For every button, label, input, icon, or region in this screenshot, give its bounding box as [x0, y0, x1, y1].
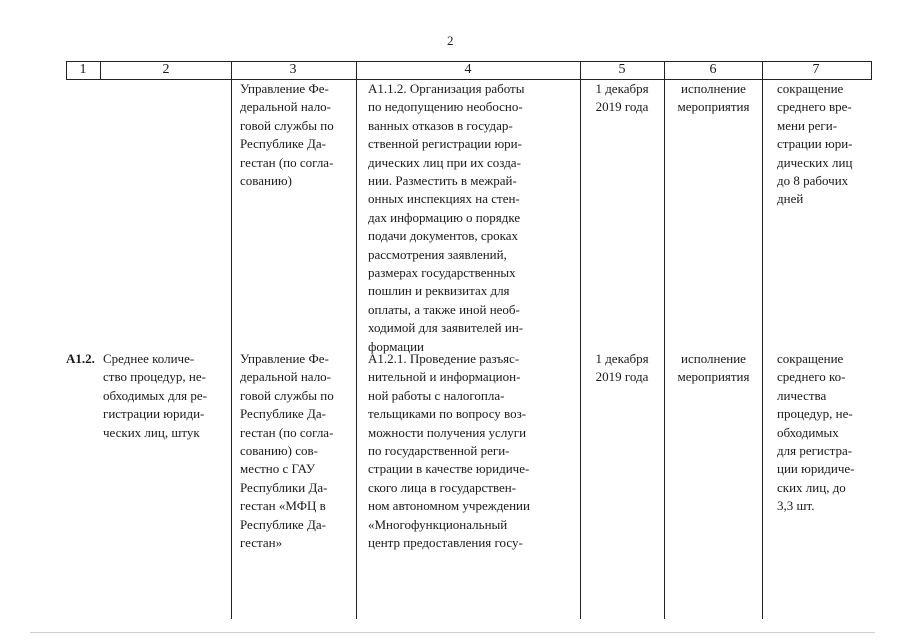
header-col-6: 6 — [709, 62, 717, 77]
text-line: Среднее количе- — [103, 351, 195, 366]
text-line: Республики Да- — [240, 479, 328, 495]
text-line: онных инспекциях на стен- — [368, 191, 520, 207]
text-line: для регистра- — [777, 443, 853, 459]
text-line: ходимой для заявителей ин- — [368, 320, 524, 336]
text-line: среднего вре- — [777, 99, 852, 115]
text-line: гестан» — [240, 535, 283, 551]
text-line: ном автономном учреждении — [368, 498, 530, 514]
text-line: обходимых — [777, 424, 839, 440]
text-line: исполнение — [681, 81, 746, 96]
text-line: Управление Фе- — [240, 81, 329, 96]
text-line: говой службы по — [240, 387, 334, 403]
text-line: гистрации юриди- — [103, 406, 205, 422]
text-line: дических лиц при их созда- — [368, 154, 521, 170]
text-line: Республике Да- — [240, 516, 326, 532]
text-line: ственной регистрации юри- — [368, 136, 522, 152]
text-line: А1.1.2. Организация работы — [368, 81, 525, 96]
measure-text — [368, 350, 568, 552]
header-col-5: 5 — [618, 62, 626, 77]
text-line: А1.2.1. Проведение разъяс- — [368, 351, 520, 366]
executor-cell — [240, 80, 355, 190]
text-line: нии. Разместить в межрай- — [368, 173, 517, 189]
text-line: по государственной реги- — [368, 443, 510, 459]
text-line: 3,3 шт. — [777, 498, 815, 514]
deadline-cell — [583, 80, 661, 117]
text-line: 2019 года — [595, 369, 649, 385]
text-line: формации — [368, 338, 425, 354]
text-line: пошлин и реквизитах для — [368, 283, 510, 299]
text-line: сованию) сов- — [240, 443, 318, 459]
text-line: 2019 года — [595, 99, 649, 115]
header-col-4: 4 — [464, 62, 472, 77]
header-col-2: 2 — [162, 62, 170, 77]
text-line: мени реги- — [777, 117, 838, 133]
indicator-cell — [103, 350, 229, 442]
text-line: обходимых для ре- — [103, 387, 207, 403]
row-number: А1.2. — [66, 351, 95, 366]
text-line: Республике Да- — [240, 136, 326, 152]
text-line: ванных отказов в государ- — [368, 117, 513, 133]
text-line: исполнение — [681, 351, 746, 366]
page-number: 2 — [447, 33, 454, 48]
text-line: мероприятия — [677, 99, 750, 115]
text-line: ческих лиц, штук — [103, 424, 200, 440]
measure-cell — [368, 80, 568, 356]
text-line: Республике Да- — [240, 406, 326, 422]
text-line: подачи документов, сроках — [368, 228, 519, 244]
text-line: до 8 рабочих — [777, 173, 849, 189]
header-col-3: 3 — [289, 62, 297, 77]
result-cell — [666, 80, 761, 117]
text-line: тельщиками по вопросу воз- — [368, 406, 527, 422]
result-cell — [666, 350, 761, 387]
text-line: по недопущению необосно- — [368, 99, 523, 115]
text-line: можности получения услуги — [368, 424, 527, 440]
text-line: 1 декабря — [595, 351, 649, 366]
text-line: говой службы по — [240, 117, 334, 133]
text-line: страции в качестве юридиче- — [368, 461, 530, 477]
indicator-text — [103, 350, 229, 442]
text-line: сованию) — [240, 173, 292, 189]
text-line: центр предоставления госу- — [368, 535, 523, 551]
text-line: Управление Фе- — [240, 351, 329, 366]
text-line: сокращение — [777, 81, 844, 96]
text-line: размерах государственных — [368, 265, 516, 281]
text-line: деральной нало- — [240, 99, 332, 115]
deadline-text — [583, 80, 661, 117]
executor-cell — [240, 350, 355, 552]
text-line: ских лиц, до — [777, 479, 846, 495]
text-line: рассмотрения заявлений, — [368, 246, 507, 262]
text-line: страции юри- — [777, 136, 853, 152]
text-line: гестан «МФЦ в — [240, 498, 326, 514]
target-cell — [777, 80, 872, 209]
deadline-cell — [583, 350, 661, 387]
text-line: мероприятия — [677, 369, 750, 385]
text-line: 1 декабря — [595, 81, 649, 96]
target-text — [777, 80, 872, 209]
executor-text — [240, 350, 355, 552]
header-col-7: 7 — [812, 62, 820, 77]
header-col-1: 1 — [79, 62, 87, 77]
text-line: ского лица в государствен- — [368, 479, 517, 495]
text-line: сокращение — [777, 351, 844, 366]
result-text — [666, 80, 761, 117]
text-line: гестан (по согла- — [240, 424, 334, 440]
scan-edge-line — [30, 632, 875, 633]
measure-text — [368, 80, 568, 356]
text-line: среднего ко- — [777, 369, 846, 385]
target-text — [777, 350, 872, 516]
text-line: ной работы с налогопла- — [368, 387, 505, 403]
text-line: дней — [777, 191, 804, 207]
text-line: ции юридиче- — [777, 461, 855, 477]
executor-text — [240, 80, 355, 190]
text-line: дах информацию о порядке — [368, 209, 521, 225]
text-line: дических лиц — [777, 154, 853, 170]
text-line: деральной нало- — [240, 369, 332, 385]
text-line: процедур, не- — [777, 406, 853, 422]
text-line: местно с ГАУ — [240, 461, 316, 477]
text-line: гестан (по согла- — [240, 154, 334, 170]
text-line: нительной и информацион- — [368, 369, 521, 385]
text-line: ство процедур, не- — [103, 369, 206, 385]
text-line: «Многофункциональный — [368, 516, 508, 532]
measure-cell — [368, 350, 568, 552]
deadline-text — [583, 350, 661, 387]
text-line: личества — [777, 387, 827, 403]
text-line: оплаты, а также иной необ- — [368, 301, 520, 317]
result-text — [666, 350, 761, 387]
target-cell — [777, 350, 872, 516]
